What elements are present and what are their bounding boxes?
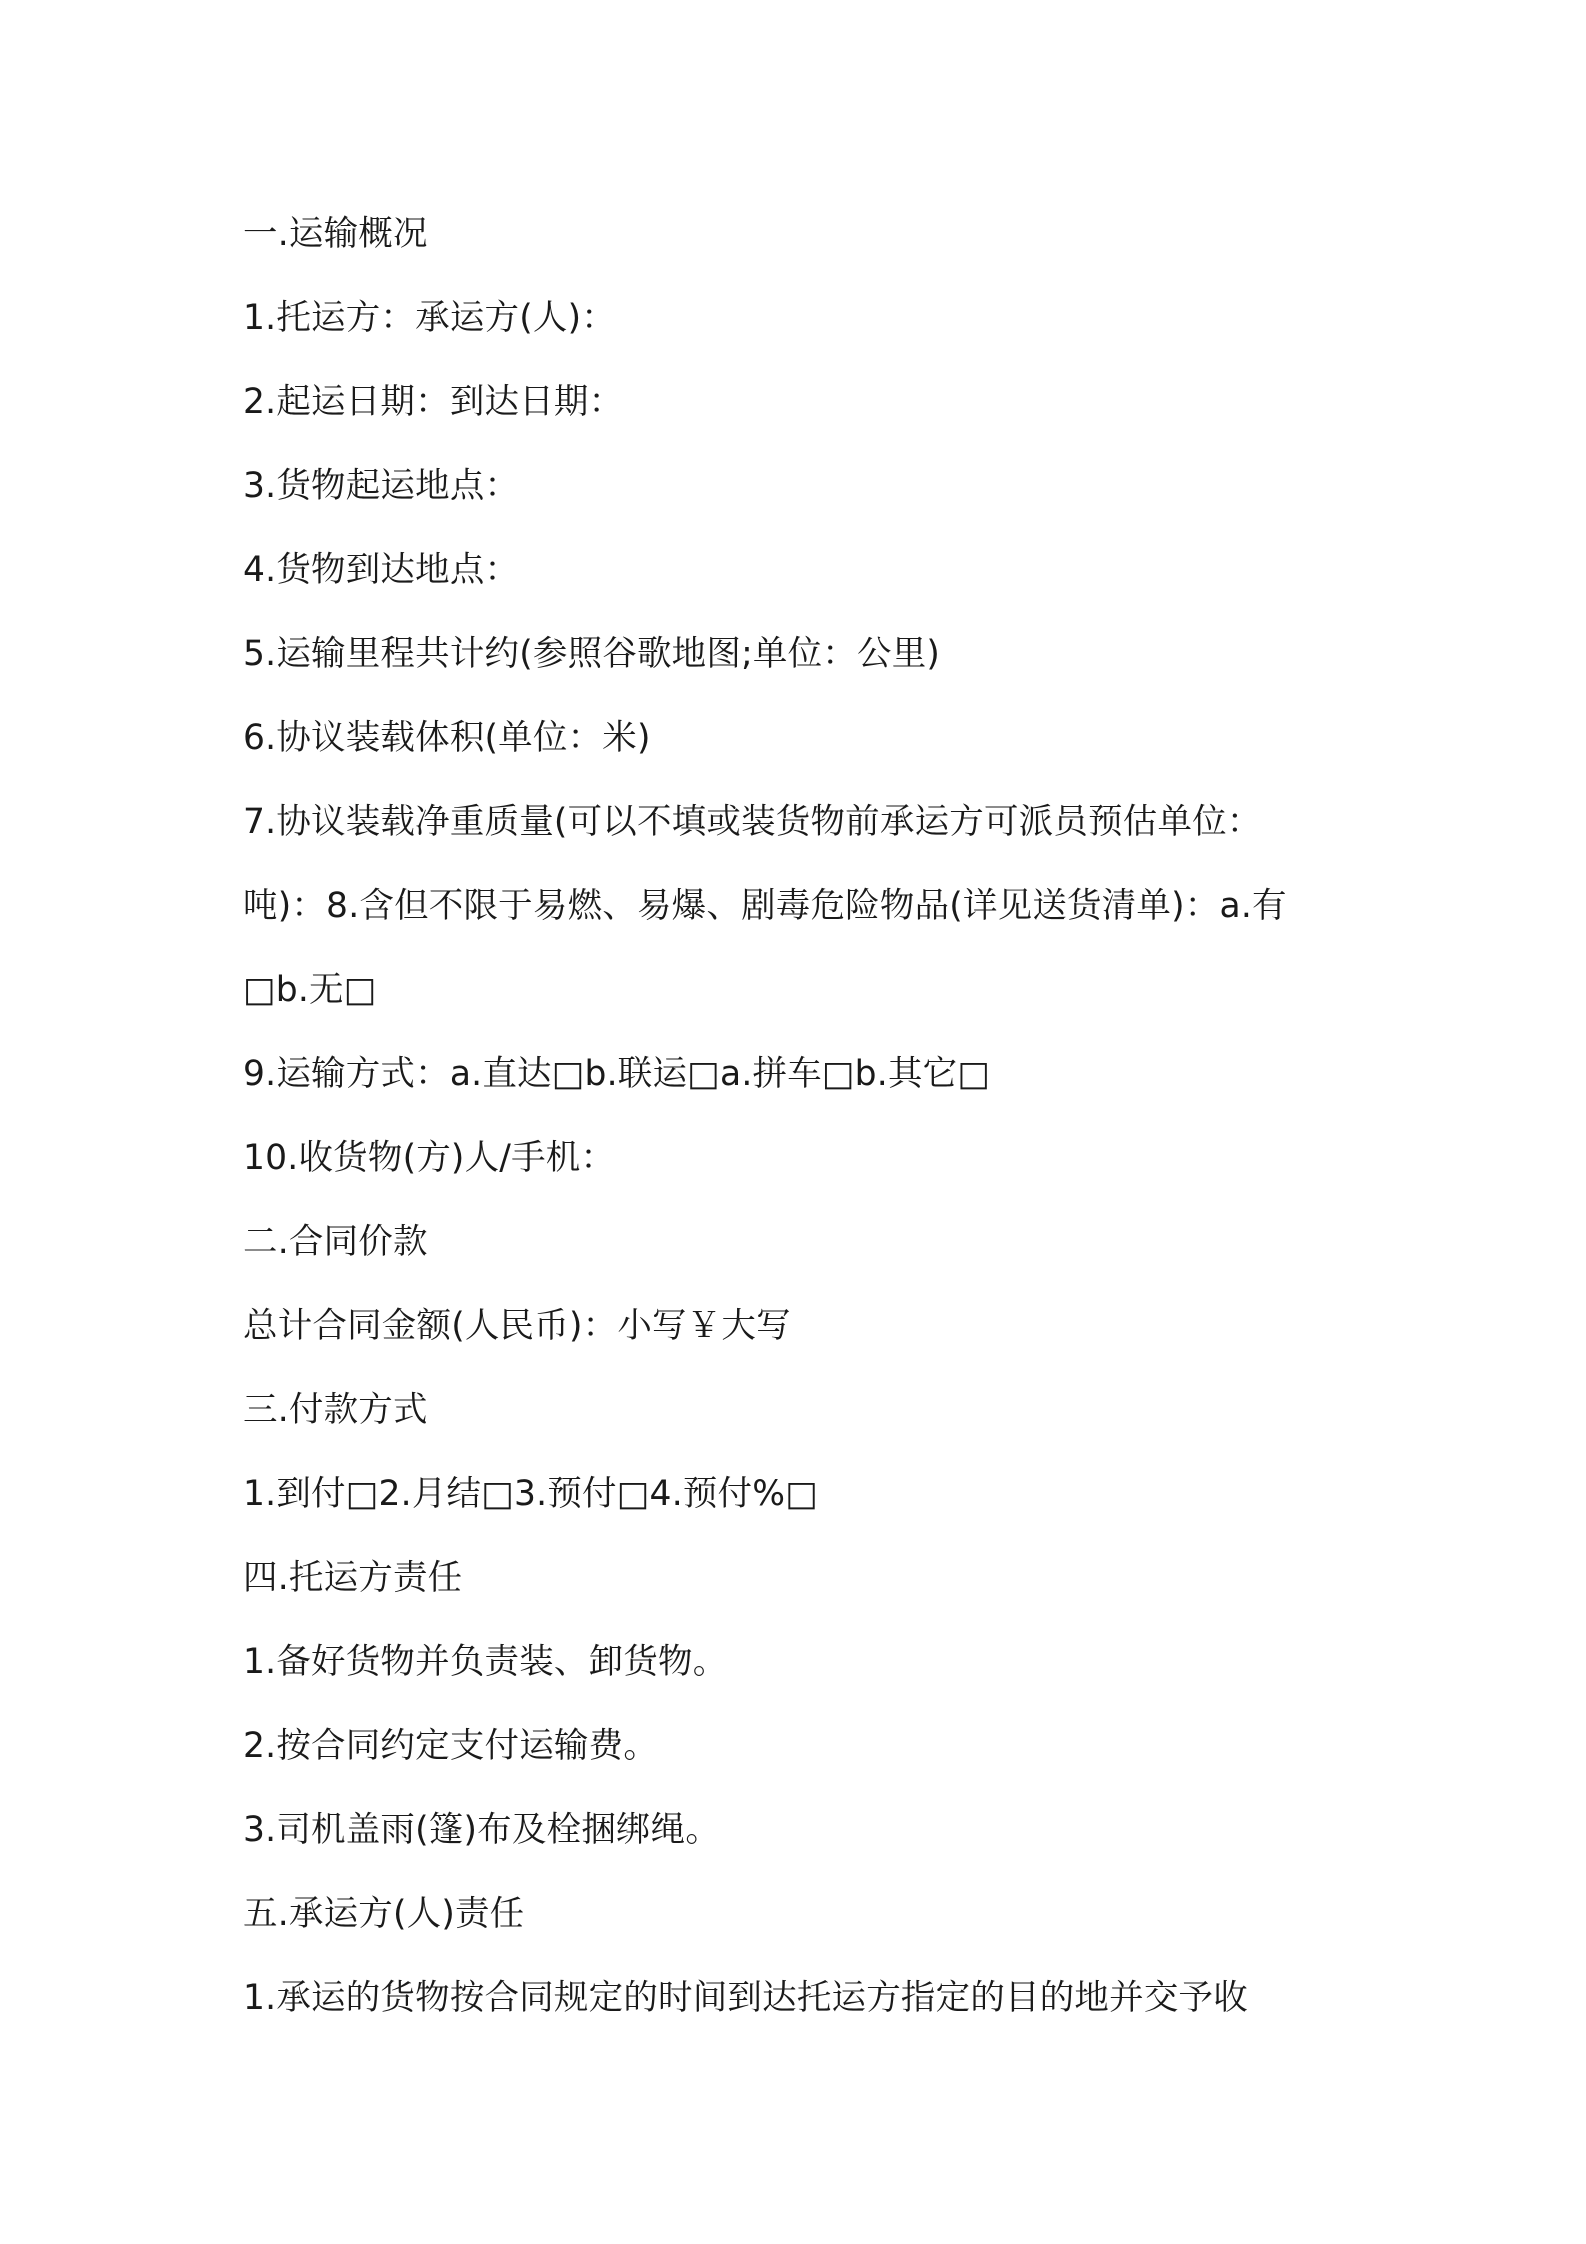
shipper-duty-2: 2.按合同约定支付运输费。 [243, 1726, 659, 1766]
section-heading-shipper-duties: 四.托运方责任 [243, 1558, 463, 1598]
payment-options-line: 1.到付□2.月结□3.预付□4.预付%□ [243, 1474, 819, 1514]
shipper-carrier-line: 1.托运方：承运方(人)： [243, 298, 616, 338]
origin-line: 3.货物起运地点： [243, 466, 520, 506]
section-heading-carrier-duties: 五.承运方(人)责任 [243, 1894, 525, 1934]
mileage-line: 5.运输里程共计约(参照谷歌地图;单位：公里) [243, 634, 941, 674]
consignee-line: 10.收货物(方)人/手机： [243, 1138, 616, 1178]
shipper-duty-3: 3.司机盖雨(篷)布及栓捆绑绳。 [243, 1810, 721, 1850]
hazardous-goods-options: □b.无□ [243, 970, 377, 1010]
hazardous-goods-line: 吨)：8.含但不限于易燃、易爆、剧毒危险物品(详见送货清单)：a.有 [243, 886, 1287, 926]
contract-amount-line: 总计合同金额(人民币)：小写￥大写 [243, 1306, 791, 1346]
carrier-duty-1: 1.承运的货物按合同规定的时间到达托运方指定的目的地并交予收 [243, 1978, 1248, 2018]
dates-line: 2.起运日期：到达日期： [243, 382, 624, 422]
section-heading-payment-method: 三.付款方式 [243, 1390, 428, 1430]
destination-line: 4.货物到达地点： [243, 550, 520, 590]
net-weight-line: 7.协议装载净重质量(可以不填或装货物前承运方可派员预估单位： [243, 802, 1262, 842]
section-heading-transport-overview: 一.运输概况 [243, 214, 428, 254]
document-body [243, 192, 1373, 2040]
shipper-duty-1: 1.备好货物并负责装、卸货物。 [243, 1642, 728, 1682]
section-heading-contract-price: 二.合同价款 [243, 1222, 428, 1262]
transport-mode-line: 9.运输方式：a.直达□b.联运□a.拼车□b.其它□ [243, 1054, 991, 1094]
volume-line: 6.协议装载体积(单位：米) [243, 718, 651, 758]
